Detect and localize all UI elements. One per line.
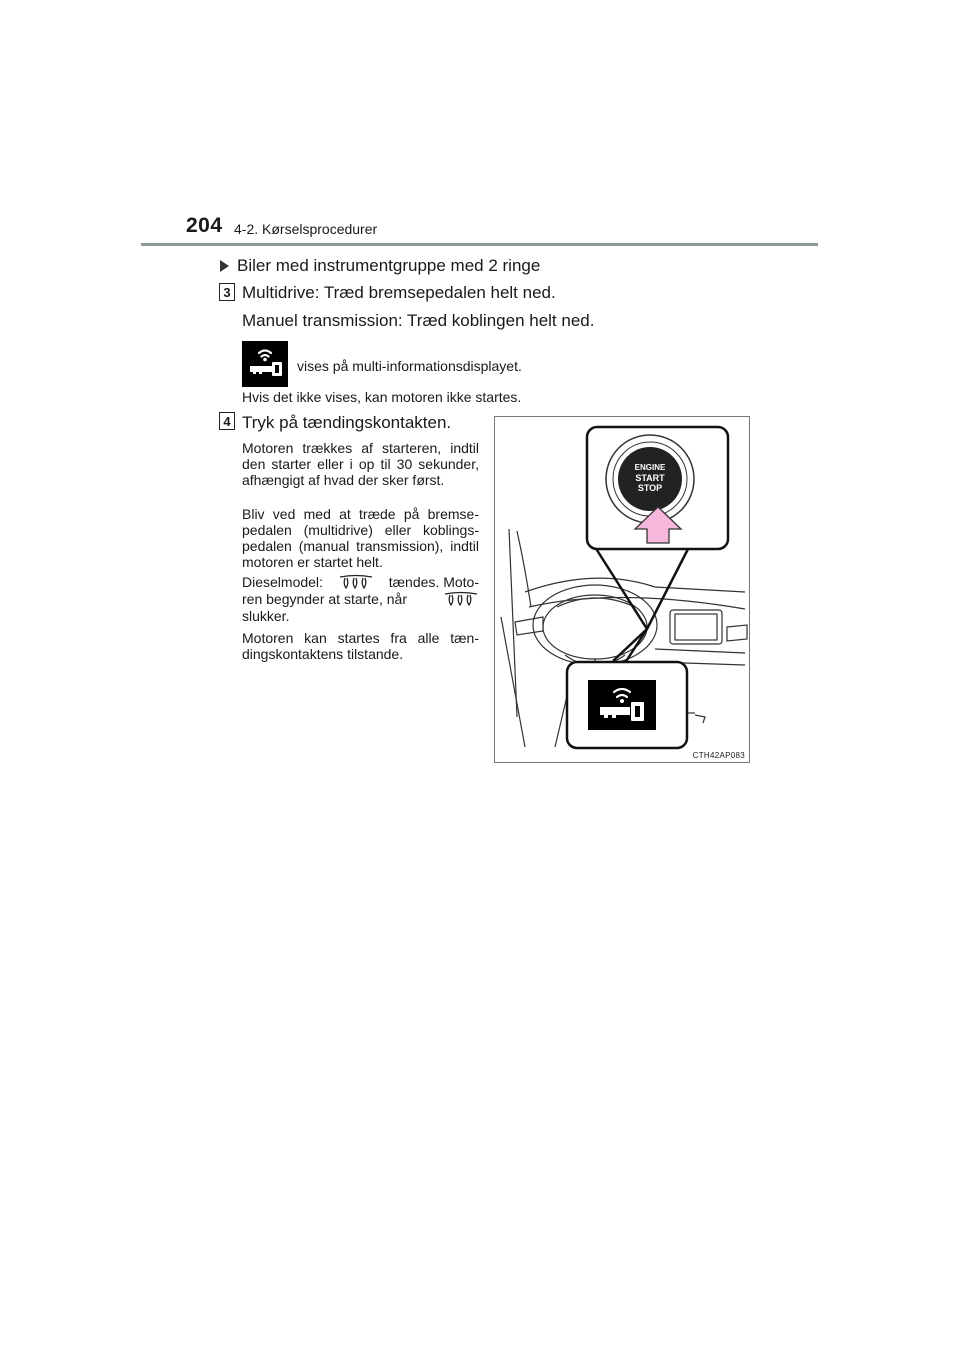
p3-text-a: Dieselmodel: bbox=[242, 574, 323, 590]
illustration-code: CTH42AP083 bbox=[692, 751, 745, 760]
glow-plug-icon bbox=[338, 574, 374, 590]
p3-text-b: tændes. Moto- bbox=[388, 574, 479, 590]
step4-paragraph-1: Motoren trækkes af starteren, indtil den starter eller i op til 30 sekunder, afhængigt af hvad der sker først. bbox=[242, 440, 479, 488]
step4-paragraph-4: Motoren kan startes fra alle tæn-dingskontaktens tilstande. bbox=[242, 630, 479, 662]
p3-text-c: ren begynder at starte, når bbox=[242, 591, 407, 607]
subheading bbox=[220, 256, 540, 276]
p3-text-d: slukker. bbox=[242, 608, 290, 624]
step3-note: Hvis det ikke vises, kan motoren ikke startes. bbox=[242, 389, 522, 405]
glow-plug-icon bbox=[443, 591, 479, 607]
header-rule bbox=[141, 243, 818, 246]
button-label-engine: ENGINE bbox=[634, 463, 666, 472]
dashboard-drawing bbox=[495, 417, 750, 763]
step3-line2: Manuel transmission: Træd koblingen helt ned. bbox=[242, 311, 595, 330]
triangle-bullet-icon bbox=[220, 260, 229, 272]
step-number-3: 3 bbox=[219, 283, 235, 301]
step3-line1: Multidrive: Træd bremsepedalen helt ned. bbox=[242, 283, 556, 302]
button-label-start: START bbox=[635, 473, 665, 483]
button-label-stop: STOP bbox=[637, 483, 663, 493]
subheading-text: Biler med instrumentgruppe med 2 ringe bbox=[237, 256, 541, 275]
section-title: 4-2. Kørselsprocedurer bbox=[234, 221, 378, 237]
page-number: 204 bbox=[186, 214, 223, 237]
key-wireless-icon bbox=[242, 341, 288, 387]
step4-title: Tryk på tændingskontakten. bbox=[242, 413, 452, 432]
step4-paragraph-2: Bliv ved med at træde på bremse-pedalen (multidrive) eller koblings-pedalen (manual transmission), indtil motoren er startet helt. bbox=[242, 506, 479, 570]
engine-start-illustration bbox=[494, 416, 750, 763]
step4-paragraph-3 bbox=[242, 574, 479, 624]
step-number-4: 4 bbox=[219, 412, 235, 430]
step3-icon-caption: vises på multi-informationsdisplayet. bbox=[297, 358, 522, 374]
